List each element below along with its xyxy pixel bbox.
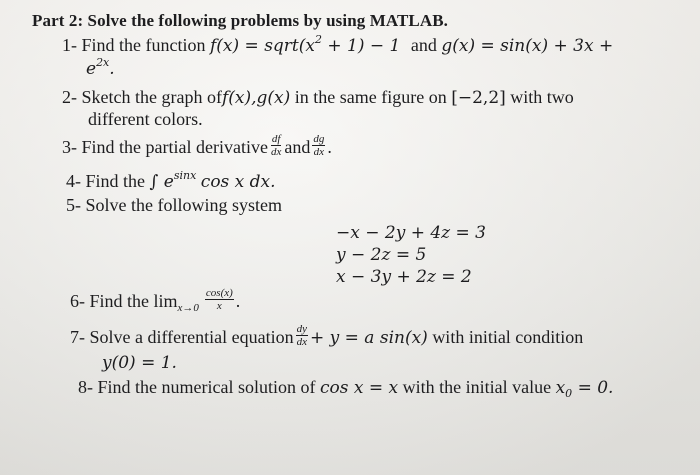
system-equation-2: y − 2z = 5 <box>336 245 427 265</box>
problem-8 <box>78 376 613 401</box>
problem-7-number: 7- <box>70 327 85 347</box>
problem-2 <box>62 86 574 109</box>
problem-7-continuation: y(0) = 1. <box>102 353 177 373</box>
problem-3-fraction-df-dx: $\frac{df}{dx}$ <box>270 133 282 159</box>
problem-2-number: 2- <box>62 87 77 107</box>
problem-2-functions: f(x),g(x) <box>221 88 291 108</box>
problem-8-initial-value: $x_0 = 0$. <box>555 378 614 400</box>
problem-8-text: Find the numerical solution of <box>97 377 316 397</box>
problem-7-fraction-dy-dx: $\frac{dy}{dx}$ <box>296 323 307 349</box>
problem-3-number: 3- <box>62 137 77 157</box>
problem-1-g-definition: g(x) = sin(x) + 3x + <box>441 36 614 56</box>
problem-2-interval: [−2,2] <box>451 88 506 108</box>
problem-1-text: Find the function <box>81 35 206 55</box>
problem-7 <box>70 323 584 351</box>
problem-1-f-definition: $f(x) = sqrt(x^2 + 1) - 1$ <box>210 33 401 56</box>
problem-5-text: Solve the following system <box>85 195 282 215</box>
problem-2-mid: in the same figure on <box>294 87 447 107</box>
problem-6-limit-subscript: x→0 <box>177 302 199 314</box>
problem-7-equation: + y = a sin(x) <box>310 328 428 348</box>
problem-1-and: and <box>410 35 437 55</box>
problem-4 <box>66 170 276 195</box>
problem-8-number: 8- <box>78 377 93 397</box>
problem-3: 3- Find the partial derivative $\frac{df}{dx}$ and $\frac{dg}{dx}$ . <box>62 133 332 159</box>
system-equation-3: x − 3y + 2z = 2 <box>336 267 472 287</box>
problem-2-continuation: different colors. <box>88 109 203 129</box>
problem-1 <box>62 34 613 59</box>
problem-6-number: 6- <box>70 291 85 311</box>
problem-4-text: Find the <box>85 171 146 191</box>
problem-4-number: 4- <box>66 171 81 191</box>
problem-6-fraction: $\frac{\cos(x)}{x}$ <box>205 287 233 313</box>
problem-6: 6- Find the $\lim_{x\to 0}$ $\frac{\cos(x)}{x}$ . <box>70 287 241 314</box>
problem-2-text: Sketch the graph of <box>81 87 222 107</box>
problem-7-text: Solve a differential equation <box>89 327 294 347</box>
page-title: Part 2: Solve the following problems by using MATLAB. <box>32 11 448 30</box>
problem-3-text: Find the partial derivative <box>81 137 268 157</box>
problem-3-fraction-dg-dx: $\frac{dg}{dx}$ <box>313 133 325 159</box>
problem-7-post: with initial condition <box>432 327 584 347</box>
problem-1-number: 1- <box>62 35 77 55</box>
problem-1-continuation: $e^{2x}$. <box>86 56 115 79</box>
problem-6-text: Find the lim <box>89 291 178 311</box>
problem-3-and: and <box>284 137 311 157</box>
problem-8-mid: with the initial value <box>402 377 552 397</box>
problem-5-number: 5- <box>66 195 81 215</box>
problem-5 <box>66 194 282 216</box>
problem-4-integrand-rest: cos x dx. <box>200 172 276 192</box>
problem-4-integral: ∫ $e^{sinx}$ <box>149 169 197 192</box>
system-equation-1: −x − 2y + 4z = 3 <box>336 223 486 243</box>
problem-2-post: with two <box>510 87 574 107</box>
problem-8-equation: cos x = x <box>319 378 399 398</box>
